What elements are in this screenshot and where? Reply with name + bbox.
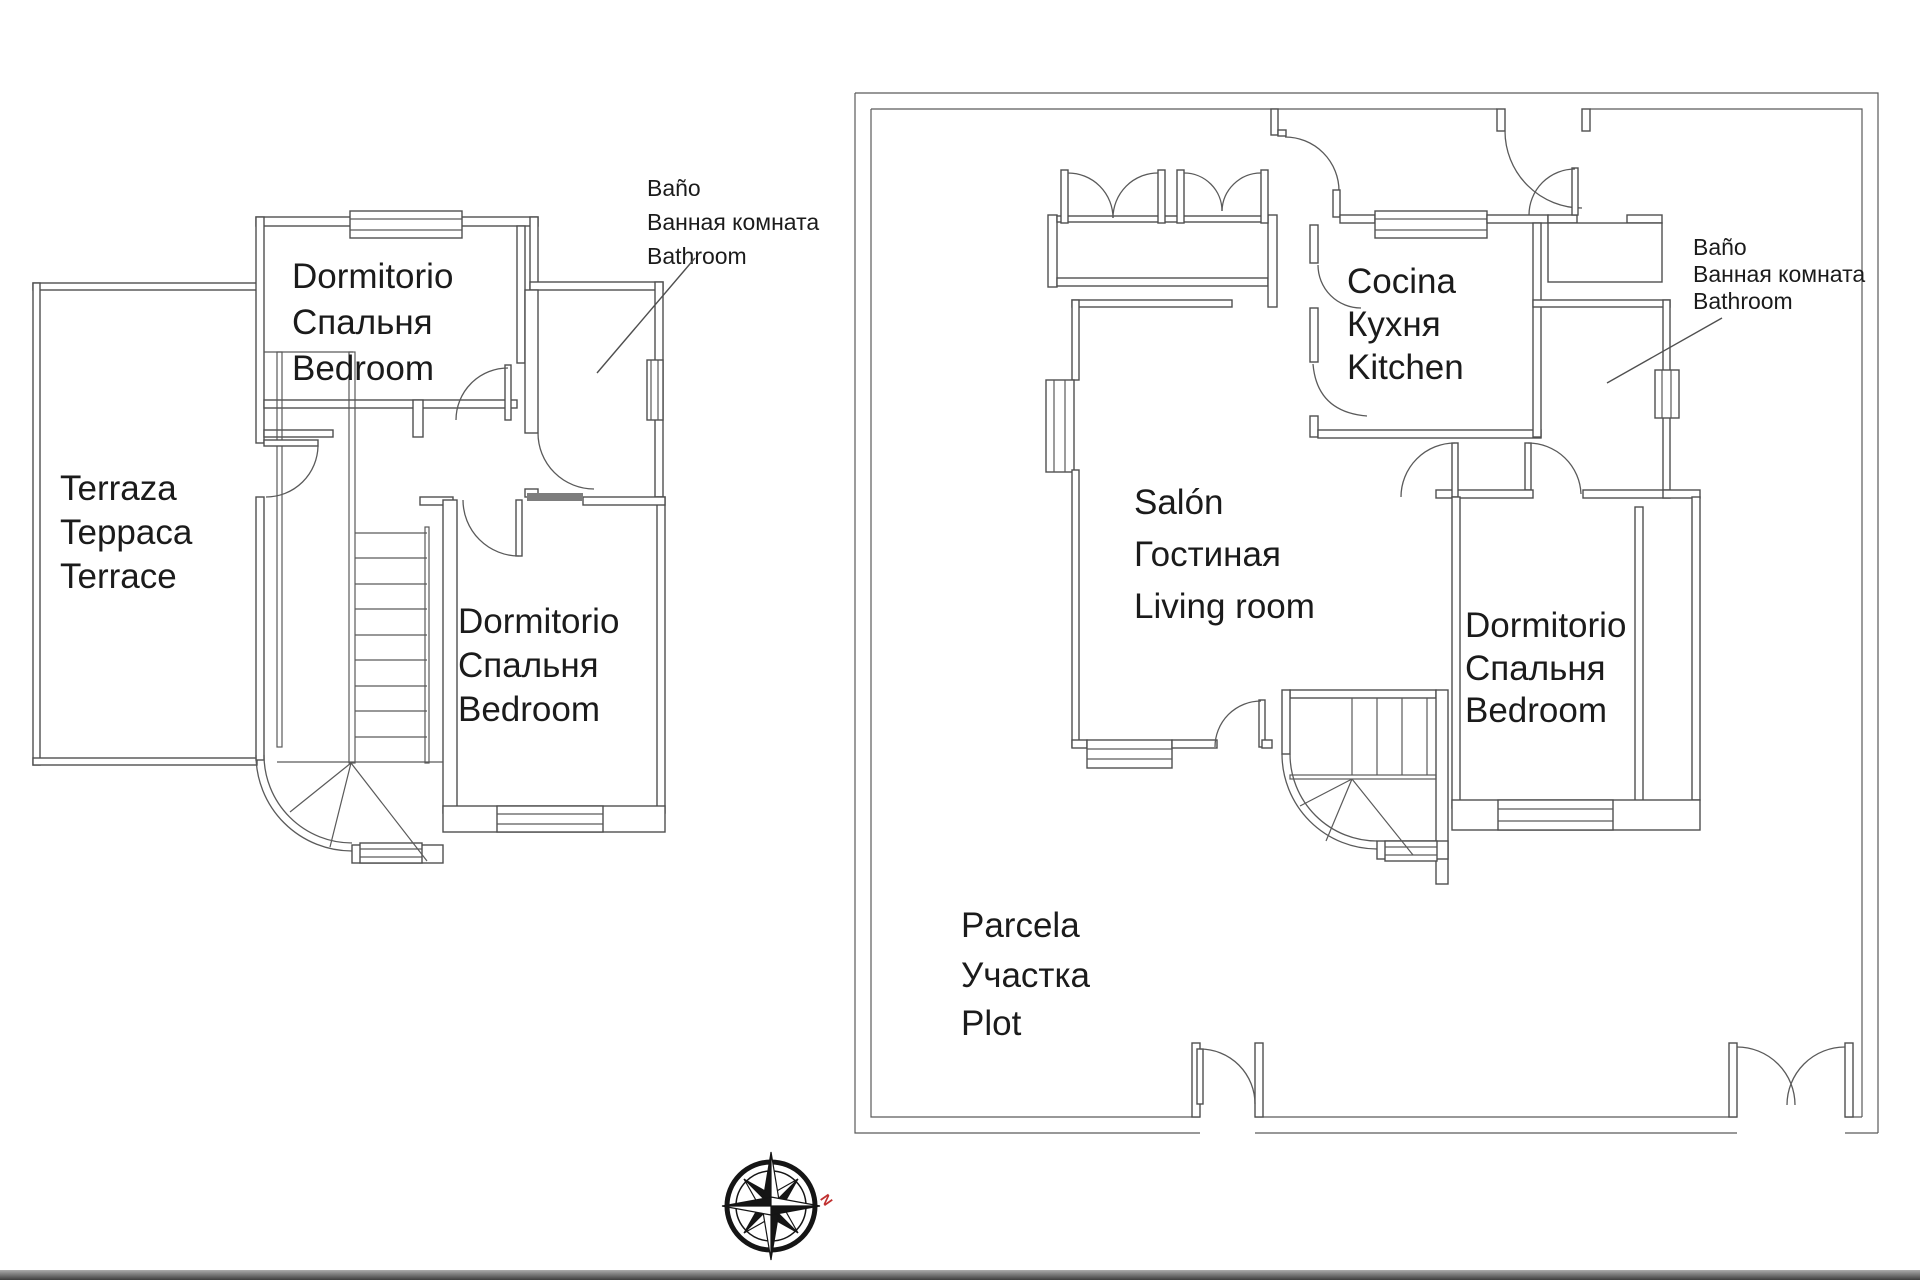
terrace-label-en: Terrace bbox=[60, 557, 177, 596]
living-room-walls bbox=[1046, 300, 1272, 768]
upper-bedroom2-label-es: Dormitorio bbox=[458, 602, 620, 641]
upper-bedroom2-label-ru: Спальня bbox=[458, 646, 599, 685]
ground-labels bbox=[961, 234, 1865, 1043]
plot-label-ru: Участка bbox=[961, 956, 1091, 995]
living-room-bottom-window bbox=[1087, 740, 1172, 768]
kitchen-label-en: Kitchen bbox=[1347, 348, 1464, 387]
ground-bathroom-window bbox=[1655, 370, 1679, 418]
terrace-door bbox=[264, 440, 318, 497]
ground-bathroom-door bbox=[1525, 443, 1581, 494]
living-label-ru: Гостиная bbox=[1134, 535, 1281, 574]
plot-label-es: Parcela bbox=[961, 906, 1080, 945]
bedroom2-door bbox=[463, 493, 583, 556]
kitchen-label-es: Cocina bbox=[1347, 262, 1456, 301]
kitchen-window bbox=[1375, 211, 1487, 238]
living-room-door bbox=[1215, 700, 1265, 747]
utility-closet bbox=[1548, 223, 1662, 282]
entrance-door bbox=[1271, 109, 1340, 217]
upper-bedroom1-label-es: Dormitorio bbox=[292, 257, 454, 296]
ground-bathroom-label-ru: Ванная комната bbox=[1693, 261, 1866, 287]
bathroom-door bbox=[538, 433, 594, 489]
upper-bedroom1-label-en: Bedroom bbox=[292, 349, 435, 388]
upper-bathroom-label-es: Baño bbox=[647, 175, 701, 201]
bathroom-window bbox=[647, 360, 663, 420]
compass-rose-icon bbox=[722, 1152, 836, 1260]
ground-bedroom-window bbox=[1498, 800, 1613, 830]
ground-bathroom-label-es: Baño bbox=[1693, 234, 1747, 260]
upper-bathroom-leader-line bbox=[597, 258, 695, 373]
ground-stair-window bbox=[1385, 841, 1437, 861]
terrace-label-es: Terraza bbox=[60, 469, 177, 508]
upper-bathroom-label-en: Bathroom bbox=[647, 243, 747, 269]
bedroom1-window bbox=[350, 211, 462, 238]
living-label-en: Living room bbox=[1134, 587, 1315, 626]
ground-bedroom-door bbox=[1401, 443, 1458, 497]
ground-bathroom-label-en: Bathroom bbox=[1693, 288, 1793, 314]
stair-bay-window bbox=[360, 843, 422, 863]
upper-bedroom1-label-ru: Спальня bbox=[292, 303, 433, 342]
porch bbox=[1048, 170, 1277, 307]
bedroom1-door bbox=[456, 365, 511, 420]
ground-bedroom-label-es: Dormitorio bbox=[1465, 606, 1627, 645]
living-label-es: Salón bbox=[1134, 483, 1224, 522]
upper-labels bbox=[60, 175, 819, 729]
upper-floor-plan bbox=[33, 175, 819, 863]
ground-stairs bbox=[1282, 690, 1448, 884]
ground-bedroom-label-ru: Спальня bbox=[1465, 649, 1606, 688]
window-bottom-edge bbox=[0, 1270, 1920, 1280]
double-gate-doors bbox=[1737, 1047, 1845, 1105]
kitchen-label-ru: Кухня bbox=[1347, 305, 1441, 344]
ground-floor-plan bbox=[855, 93, 1878, 1133]
living-room-left-window bbox=[1046, 380, 1074, 472]
pedestrian-gate-door bbox=[1197, 1049, 1255, 1104]
plot-label-en: Plot bbox=[961, 1004, 1022, 1043]
utility-door bbox=[1529, 168, 1578, 215]
terrace-label-ru: Teppaca bbox=[60, 513, 193, 552]
upper-bedroom2-label-en: Bedroom bbox=[458, 690, 601, 729]
ground-bedroom-label-en: Bedroom bbox=[1465, 691, 1608, 730]
bedroom2-window bbox=[497, 806, 603, 832]
ground-bathroom bbox=[1525, 300, 1679, 498]
compass-north-letter: N bbox=[817, 1191, 837, 1209]
upper-bathroom-label-ru: Ванная комната bbox=[647, 209, 820, 235]
